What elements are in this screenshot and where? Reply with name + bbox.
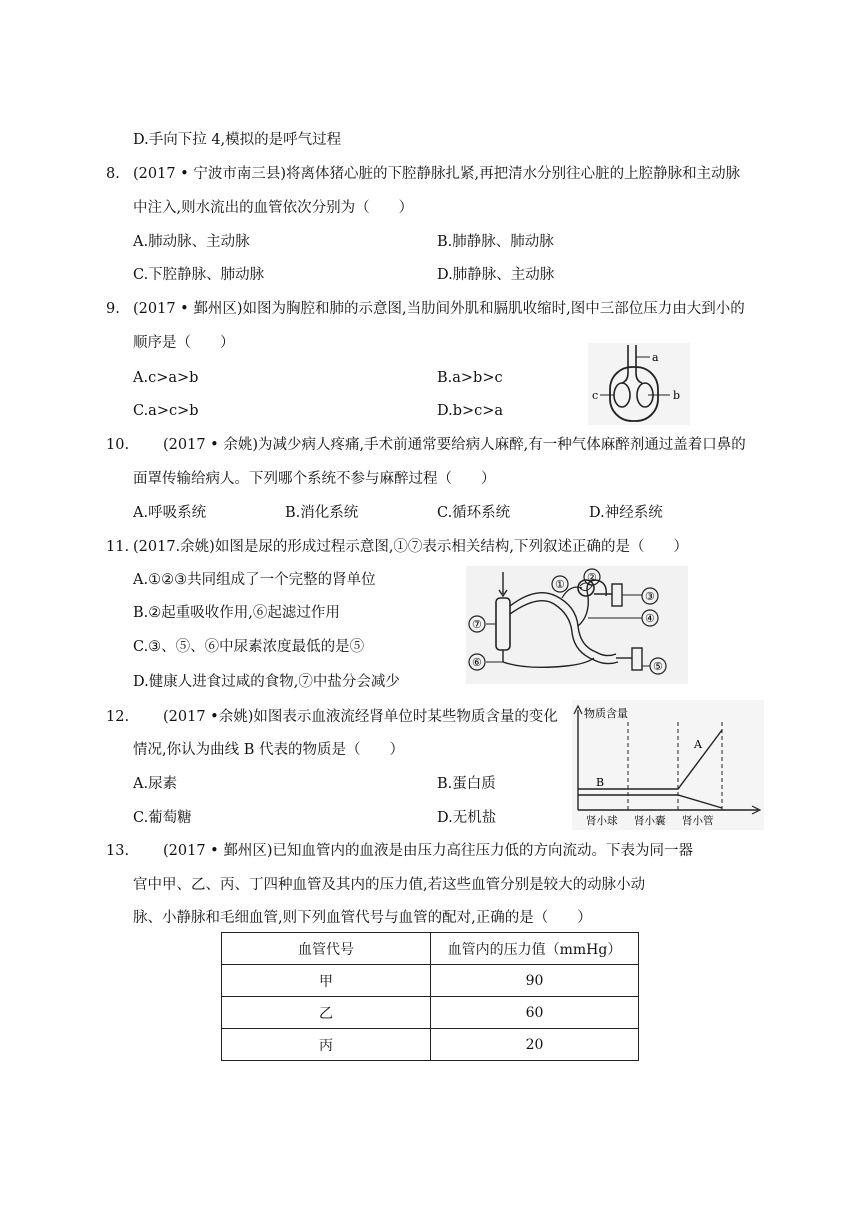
q10-stem-line1: (2017 • 余姚)为减少病人疼痛,手术前通常要给病人麻醉,有一种气体麻醉剂通过盖着口鼻的 (163, 437, 746, 453)
q9-option-d: D.b>c>a (437, 403, 504, 419)
label-2: ② (587, 571, 597, 584)
q12-option-d: D.无机盐 (437, 810, 497, 826)
table-cell: 90 (431, 965, 639, 997)
q11-option-c: C.③、⑤、⑥中尿素浓度最低的是⑤ (133, 639, 365, 655)
q7-option-d: D.手向下拉 4,模拟的是呼气过程 (133, 132, 342, 148)
table-row (222, 1029, 639, 1061)
q12-number: 12. (106, 709, 130, 725)
q9-number: 9. (106, 301, 120, 317)
q12-stem-line1: (2017 •余姚)如图表示血液流经肾单位时某些物质含量的变化 (163, 709, 558, 725)
q11-option-d: D.健康人进食过咸的食物,⑦中盐分会减少 (133, 674, 400, 690)
q11-option-b: B.②起重吸收作用,⑥起滤过作用 (133, 605, 340, 621)
table-cell: 乙 (222, 997, 431, 1029)
label-b: b (673, 389, 681, 402)
pressure-table (221, 932, 639, 1061)
q10-option-c: C.循环系统 (437, 505, 511, 521)
table-cell: 60 (431, 997, 639, 1029)
q8-stem-line1: (2017 • 宁波市南三县)将离体猪心脏的下腔静脉扎紧,再把清水分别往心脏的上腔静脉和主动脉 (133, 166, 741, 182)
q9-stem-line1: (2017 • 鄞州区)如图为胸腔和肺的示意图,当肋间外肌和膈肌收缩时,图中三部位压力由大到小的 (133, 301, 745, 317)
x-label-glomerulus: 肾小球 (586, 815, 618, 827)
table-header-pressure: 血管内的压力值（mmHg） (431, 933, 639, 965)
y-axis-label: 物质含量 (584, 707, 628, 720)
q12-stem-line2: 情况,你认为曲线 B 代表的物质是（ ） (133, 742, 404, 758)
table-row (222, 997, 639, 1029)
label-7: ⑦ (472, 618, 482, 631)
q9-option-a: A.c>a>b (133, 370, 199, 386)
q12-option-b: B.蛋白质 (437, 776, 496, 792)
q8-stem-line2: 中注入,则水流出的血管依次分别为（ ） (133, 200, 414, 216)
q10-stem-line2: 面罩传输给病人。下列哪个系统不参与麻醉过程（ ） (133, 471, 496, 487)
label-1: ① (555, 578, 565, 591)
q11-option-a: A.①②③共同组成了一个完整的肾单位 (133, 572, 376, 588)
q13-stem-line1: (2017 • 鄞州区)已知血管内的血液是由压力高往压力低的方向流动。下表为同一器 (163, 843, 693, 859)
x-label-capsule: 肾小囊 (634, 815, 666, 827)
table-cell: 20 (431, 1029, 639, 1061)
q8-number: 8. (106, 166, 120, 182)
q12-option-a: A.尿素 (133, 776, 178, 792)
table-row (222, 965, 639, 997)
q11-stem-line1: (2017.余姚)如图是尿的形成过程示意图,①⑦表示相关结构,下列叙述正确的是（ ） (133, 539, 689, 555)
q9-stem-line2: 顺序是（ ） (133, 335, 235, 351)
q8-option-b: B.肺静脉、肺动脉 (437, 234, 554, 250)
q13-number: 13. (106, 843, 130, 859)
q10-option-a: A.呼吸系统 (133, 505, 207, 521)
label-3: ③ (645, 590, 655, 603)
q12-option-c: C.葡萄糖 (133, 810, 192, 826)
x-label-tubule: 肾小管 (682, 815, 714, 827)
q11-number: 11. (106, 539, 130, 555)
q10-number: 10. (106, 437, 130, 453)
q10-option-b: B.消化系统 (285, 505, 359, 521)
q8-option-c: C.下腔静脉、肺动脉 (133, 267, 265, 283)
nephron-figure (466, 566, 688, 684)
q10-option-d: D.神经系统 (589, 505, 663, 521)
table-cell: 甲 (222, 965, 431, 997)
substance-content-chart (572, 700, 764, 830)
table-header-row (222, 933, 639, 965)
curve-b-label: B (596, 776, 605, 789)
q9-option-b: B.a>b>c (437, 370, 503, 386)
thorax-lung-figure (588, 343, 690, 425)
q8-option-d: D.肺静脉、主动脉 (437, 267, 555, 283)
q13-stem-line2: 官中甲、乙、丙、丁四种血管及其内的压力值,若这些血管分别是较大的动脉小动 (133, 877, 646, 893)
q8-option-a: A.肺动脉、主动脉 (133, 234, 250, 250)
label-6: ⑥ (472, 656, 482, 669)
label-c: c (592, 389, 599, 402)
q13-stem-line3: 脉、小静脉和毛细血管,则下列血管代号与血管的配对,正确的是（ ） (133, 910, 592, 926)
curve-a-label: A (694, 738, 702, 751)
table-header-code: 血管代号 (222, 933, 431, 965)
label-a: a (652, 351, 659, 364)
label-5: ⑤ (653, 660, 663, 673)
label-4: ④ (645, 612, 655, 625)
table-cell: 丙 (222, 1029, 431, 1061)
q9-option-c: C.a>c>b (133, 403, 199, 419)
